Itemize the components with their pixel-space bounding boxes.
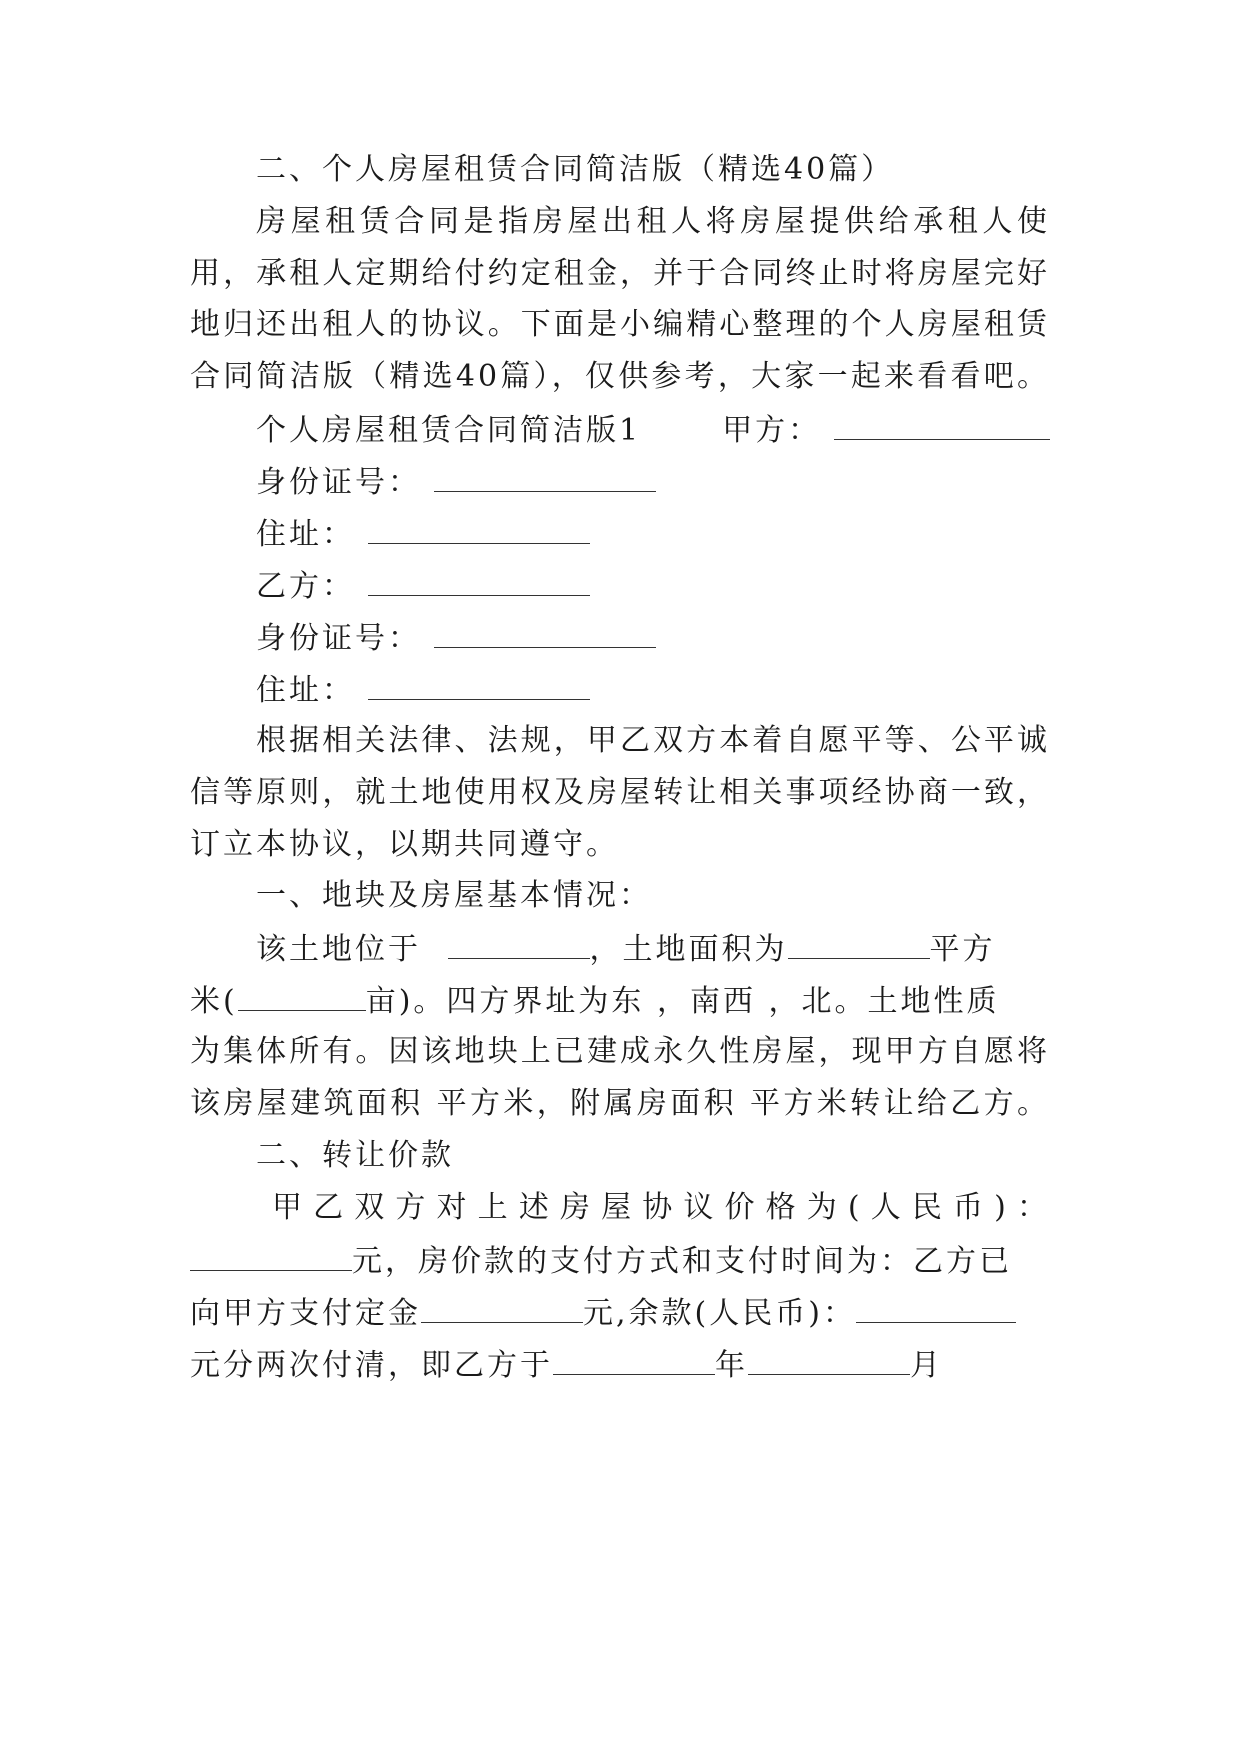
price-payment-text: 元，房价款的支付方式和支付时间为：乙方已: [352, 1244, 1012, 1279]
intro-line-3: 地归还出租人的协议。下面是小编精心整理的个人房屋租赁: [190, 307, 1050, 342]
section2-title: 二、转让价款: [256, 1138, 454, 1173]
party-b-line: [256, 565, 1050, 605]
land-area-blank: [788, 928, 930, 959]
party-b-label: 乙方：: [256, 569, 355, 604]
price-line-3: [190, 1292, 1050, 1332]
section1-title: 一、地块及房屋基本情况：: [256, 878, 652, 913]
land-line-1: [256, 928, 1050, 968]
basis-line-3: 订立本协议，以期共同遵守。: [190, 827, 619, 862]
party-b-id-line: [256, 617, 1050, 657]
year-blank: [553, 1344, 715, 1375]
price-line-1: 甲乙双方对上述房屋协议价格为(人民币)：: [272, 1190, 1050, 1225]
balance-label: 元,余款(人民币)：: [583, 1296, 856, 1331]
party-b-address-label: 住址：: [256, 673, 355, 708]
basis-line-2: 信等原则，就土地使用权及房屋转让相关事项经协商一致，: [190, 775, 1050, 810]
installment-label: 元分两次付清，即乙方于: [190, 1348, 553, 1383]
land-line-2: [190, 980, 1050, 1020]
land-unit-open: 米(: [190, 984, 238, 1019]
party-a-address-label: 住址：: [256, 517, 355, 552]
party-a-address-blank: [368, 513, 590, 544]
intro-line-4: 合同简洁版（精选40篇），仅供参考，大家一起来看看吧。: [190, 359, 1050, 394]
land-boundary-text: 亩)。四方界址为东 ，南西 ，北。土地性质: [365, 984, 1000, 1019]
contract-heading-line: [256, 409, 1050, 449]
intro-line-2: 用，承租人定期给付约定租金，并于合同终止时将房屋完好: [190, 256, 1050, 291]
land-line-3: 为集体所有。因该地块上已建成永久性房屋，现甲方自愿将: [190, 1034, 1050, 1069]
contract-heading: 个人房屋租赁合同简洁版1: [256, 413, 642, 448]
year-label: 年: [715, 1348, 748, 1383]
party-a-label: 甲方：: [722, 413, 822, 448]
party-b-id-blank: [434, 617, 656, 648]
party-a-id-label: 身份证号：: [256, 465, 421, 500]
party-a-blank: [834, 409, 1050, 440]
basis-line-1: 根据相关法律、法规，甲乙双方本着自愿平等、公平诚: [256, 723, 1050, 758]
party-b-address-line: [256, 669, 1050, 709]
document-title: 二、个人房屋租赁合同简洁版（精选40篇）: [256, 152, 895, 187]
month-label: 月: [910, 1348, 943, 1383]
land-location-blank: [448, 928, 590, 959]
party-a-id-line: [256, 461, 1050, 501]
land-area-unit: 平方: [929, 932, 996, 967]
land-mu-blank: [238, 980, 366, 1011]
land-location-label: 该土地位于: [256, 932, 421, 967]
month-blank: [748, 1344, 910, 1375]
intro-line-1: 房屋租赁合同是指房屋出租人将房屋提供给承租人使: [256, 204, 1050, 239]
deposit-blank: [421, 1292, 583, 1323]
land-line-4: 该房屋建筑面积 平方米，附属房面积 平方米转让给乙方。: [190, 1086, 1050, 1121]
party-b-id-label: 身份证号：: [256, 621, 421, 656]
land-area-label: ，土地面积为: [589, 932, 788, 967]
party-b-blank: [368, 565, 590, 596]
party-a-address-line: [256, 513, 1050, 553]
price-amount-blank: [190, 1240, 352, 1271]
party-b-address-blank: [368, 669, 590, 700]
balance-blank: [856, 1292, 1016, 1323]
price-line-2: [190, 1240, 1050, 1280]
deposit-label: 向甲方支付定金: [190, 1296, 421, 1331]
party-a-id-blank: [434, 461, 656, 492]
price-line-4: [190, 1344, 1050, 1384]
